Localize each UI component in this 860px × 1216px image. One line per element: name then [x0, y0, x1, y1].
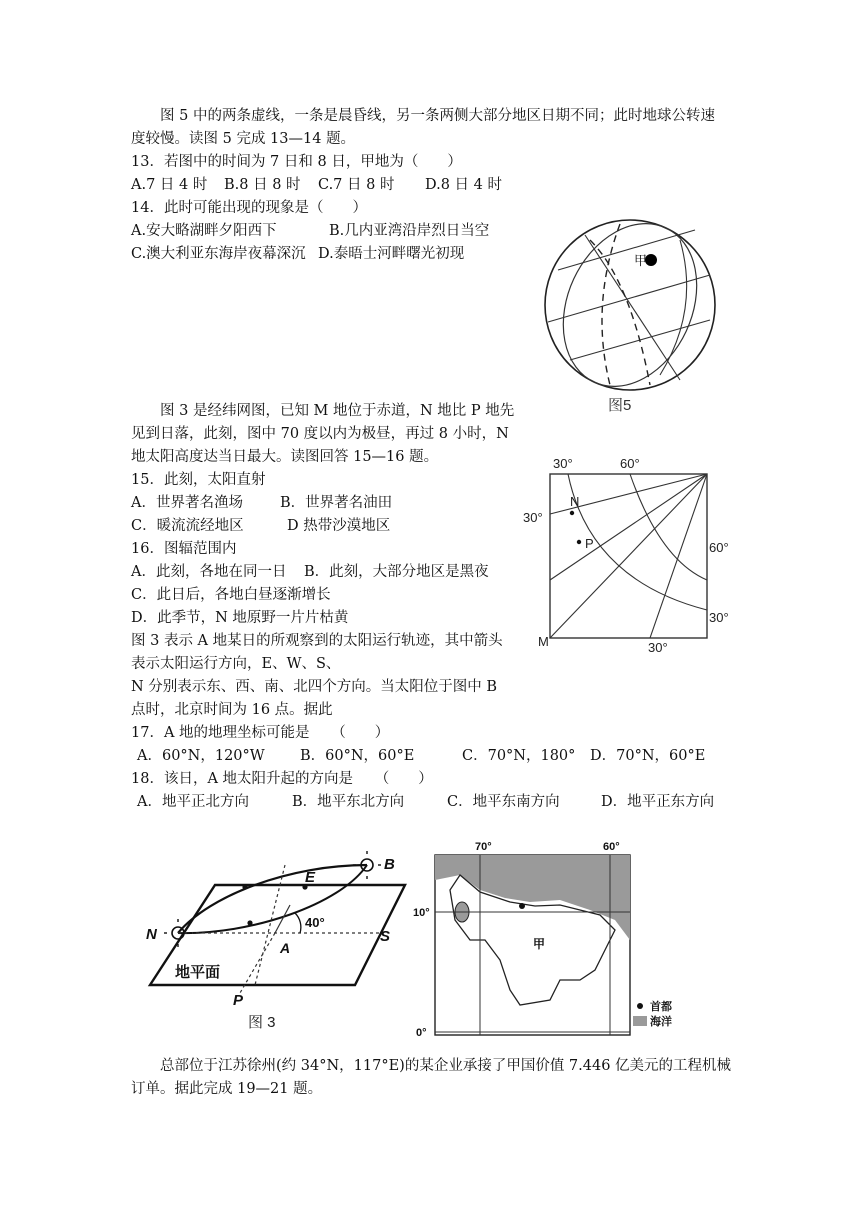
q14-option-d: D.泰晤士河畔曙光初现	[318, 246, 465, 262]
q16-option-d: D．此季节，N 地原野一片片枯黄	[131, 610, 349, 626]
q13-option-c: C.7 日 8 时	[318, 177, 395, 193]
intro-17-line1: 图 3 表示 A 地某日的所观察到的太阳运行轨迹，其中箭头	[131, 633, 503, 649]
legend-ocean-swatch	[633, 1016, 647, 1026]
fig3-caption: 图 3	[248, 1014, 276, 1031]
point-jia-label: 甲	[634, 253, 648, 268]
fig3-label-angle: 40°	[305, 915, 325, 930]
intro-15-line1: 图 3 是经纬网图，已知 M 地位于赤道，N 地比 P 地先	[160, 403, 515, 419]
map-label-10: 10°	[413, 907, 430, 919]
intro-17-line2: 表示太阳运行方向，E、W、S、	[131, 656, 341, 672]
q14-option-a: A.安大略湖畔夕阳西下	[131, 223, 277, 239]
q15-option-c: C．暖流流经地区	[131, 518, 244, 534]
graticule-label-30-top: 30°	[553, 456, 573, 471]
graticule-label-m: M	[538, 634, 549, 649]
q17-option-a: A．60°N，120°W	[137, 748, 265, 764]
intro-17-line4: 点时，北京时间为 16 点。据此	[131, 702, 333, 718]
q16-option-a: A．此刻，各地在同一日	[131, 564, 287, 580]
q15-option-b: B．世界著名油田	[280, 495, 393, 511]
graticule-label-60-top: 60°	[620, 456, 640, 471]
q18-option-a: A．地平正北方向	[137, 794, 249, 810]
q17-option-b: B．60°N，60°E	[300, 748, 415, 764]
intro-17-line3: N 分别表示东、西、南、北四个方向。当太阳位于图中 B	[131, 679, 498, 695]
q16-option-c: C．此日后，各地白昼逐渐增长	[131, 587, 331, 603]
q16-option-b: B．此刻，大部分地区是黑夜	[304, 564, 489, 580]
graticule-label-30-left: 30°	[523, 510, 543, 525]
q15-option-d: D 热带沙漠地区	[287, 518, 391, 534]
q18-stem: 18．该日，A 地太阳升起的方向是 （ ）	[131, 771, 433, 787]
q13-option-a: A.7 日 4 时	[131, 177, 208, 193]
q13-option-d: D.8 日 4 时	[425, 177, 502, 193]
map-label-60: 60°	[603, 841, 620, 853]
legend-capital-icon	[637, 1003, 643, 1009]
figure-5-caption: 图5	[608, 397, 632, 414]
intro-19-line1: 总部位于江苏徐州(约 34°N，117°E)的某企业承接了甲国价值 7.446 亿美元的工程机械	[160, 1058, 732, 1074]
figure-graticule	[520, 450, 745, 660]
q17-stem: 17．A 地的地理坐标可能是 （ ）	[131, 725, 390, 741]
figure-5-globe	[530, 210, 730, 420]
q17-option-c: C．70°N，180°	[462, 748, 576, 764]
map-label-country: 甲	[533, 937, 546, 951]
intro-15-line3: 地太阳高度达当日最大。读图回答 15—16 题。	[131, 449, 439, 465]
intro-13-line2: 度较慢。读图 5 完成 13—14 题。	[131, 131, 356, 147]
q18-option-d: D．地平正东方向	[601, 794, 715, 810]
q16-stem: 16．图辐范围内	[131, 541, 237, 557]
q14-option-b: B.几内亚湾沿岸烈日当空	[329, 223, 490, 239]
q15-stem: 15．此刻，太阳直射	[131, 472, 266, 488]
q15-option-a: A．世界著名渔场	[131, 495, 243, 511]
fig3-label-e: E	[305, 869, 316, 886]
intro-15-line2: 见到日落，此刻，图中 70 度以内为极昼，再过 8 小时，N	[131, 426, 509, 442]
graticule-label-30-bottom: 30°	[648, 640, 668, 655]
q18-option-b: B．地平东北方向	[292, 794, 405, 810]
intro-13-line1: 图 5 中的两条虚线，一条是晨昏线，另一条两侧大部分地区日期不同；此时地球公转速	[160, 108, 715, 124]
graticule-label-30-right: 30°	[709, 610, 729, 625]
q13-stem: 13．若图中的时间为 7 日和 8 日，甲地为（ ）	[131, 154, 462, 170]
figure-map-country-jia	[410, 830, 710, 1045]
map-label-0: 0°	[416, 1027, 427, 1039]
legend-ocean-label: 海洋	[650, 1016, 672, 1028]
figure-3-sun-path	[140, 835, 430, 1035]
map-label-70: 70°	[475, 841, 492, 853]
graticule-label-p: P	[585, 536, 594, 551]
fig3-label-n: N	[146, 926, 157, 943]
fig3-label-p: P	[233, 992, 244, 1009]
legend-capital-label: 首都	[650, 1001, 672, 1013]
fig3-label-ground: 地平面	[175, 964, 221, 981]
q13-option-b: B.8 日 8 时	[224, 177, 301, 193]
graticule-label-n: N	[570, 494, 580, 509]
q18-option-c: C．地平东南方向	[447, 794, 560, 810]
graticule-label-60-right: 60°	[709, 540, 729, 555]
fig3-label-a: A	[280, 940, 291, 956]
fig3-label-s: S	[380, 928, 391, 945]
q14-option-c: C.澳大利亚东海岸夜幕深沉	[131, 246, 306, 262]
intro-19-line2: 订单。据此完成 19—21 题。	[131, 1081, 323, 1097]
q14-stem: 14．此时可能出现的现象是（ ）	[131, 200, 367, 216]
q17-option-d: D．70°N，60°E	[590, 748, 706, 764]
fig3-label-b: B	[384, 856, 395, 873]
